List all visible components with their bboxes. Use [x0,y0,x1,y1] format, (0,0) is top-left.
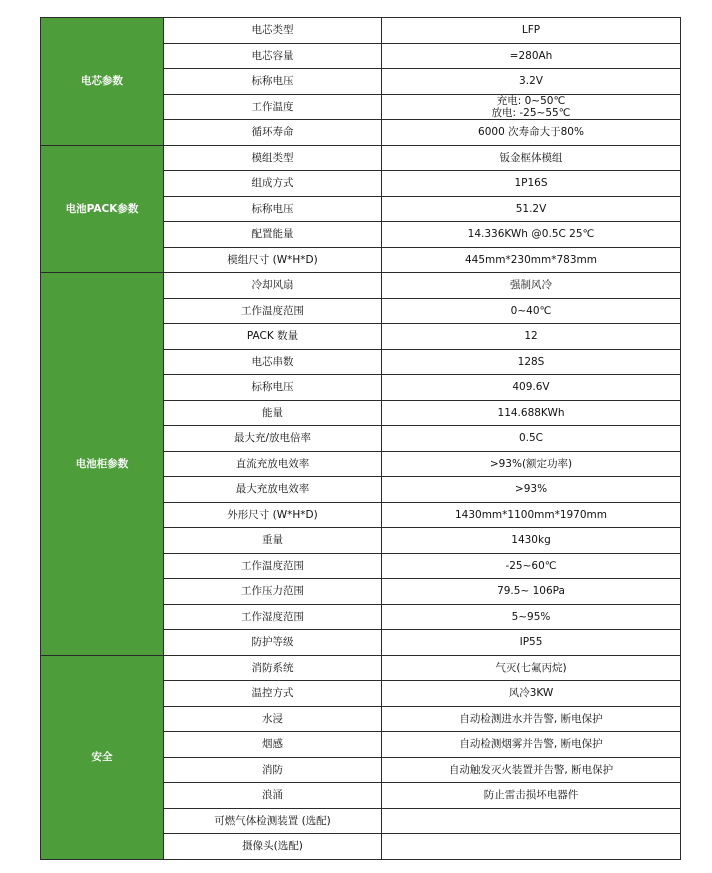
param-label: 配置能量 [164,222,382,248]
param-label: 外形尺寸 (W*H*D) [164,502,382,528]
param-label: PACK 数量 [164,324,382,350]
param-label: 循环寿命 [164,120,382,146]
param-label: 组成方式 [164,171,382,197]
param-label: 防护等级 [164,630,382,656]
param-value: 114.688KWh [382,400,681,426]
param-value: 防止雷击损坏电器件 [382,783,681,809]
param-label: 能量 [164,400,382,426]
param-label: 可燃气体检测装置 (选配) [164,808,382,834]
param-label: 最大充放电效率 [164,477,382,503]
param-label: 最大充/放电倍率 [164,426,382,452]
param-value: 强制风冷 [382,273,681,299]
param-label: 标称电压 [164,375,382,401]
param-value: 气灭(七氟丙烷) [382,655,681,681]
param-value: 12 [382,324,681,350]
table-row [41,18,681,44]
param-label: 工作湿度范围 [164,604,382,630]
param-value: 0.5C [382,426,681,452]
param-label: 工作温度范围 [164,298,382,324]
param-value: =280Ah [382,43,681,69]
param-value [382,94,681,120]
param-label: 烟感 [164,732,382,758]
param-label: 直流充放电效率 [164,451,382,477]
param-value: 0~40℃ [382,298,681,324]
param-label: 水浸 [164,706,382,732]
param-label: 摄像头(选配) [164,834,382,860]
param-label: 标称电压 [164,196,382,222]
param-value: -25~60℃ [382,553,681,579]
table-row [41,655,681,681]
param-value: 自动检测烟雾并告警, 断电保护 [382,732,681,758]
param-label: 工作温度范围 [164,553,382,579]
param-value: IP55 [382,630,681,656]
param-value: 51.2V [382,196,681,222]
param-value: 1P16S [382,171,681,197]
table-row [41,145,681,171]
param-label: 冷却风扇 [164,273,382,299]
param-value: 14.336KWh @0.5C 25℃ [382,222,681,248]
group-title: 安全 [41,655,164,859]
param-value: 1430kg [382,528,681,554]
table-row [41,273,681,299]
param-value: 3.2V [382,69,681,95]
param-value: 自动检测进水并告警, 断电保护 [382,706,681,732]
param-value: 钣金框体模组 [382,145,681,171]
param-label: 模组尺寸 (W*H*D) [164,247,382,273]
param-value: 自动触发灭火装置并告警, 断电保护 [382,757,681,783]
param-label: 工作温度 [164,94,382,120]
param-value: 5~95% [382,604,681,630]
param-label: 温控方式 [164,681,382,707]
param-label: 消防系统 [164,655,382,681]
param-label: 工作压力范围 [164,579,382,605]
param-label: 模组类型 [164,145,382,171]
param-value-line: 充电: 0~50℃ [496,94,566,107]
spec-table-body [41,18,681,860]
param-value: 1430mm*1100mm*1970mm [382,502,681,528]
group-title: 电池柜参数 [41,273,164,656]
param-value [382,834,681,860]
param-value [382,808,681,834]
param-label: 消防 [164,757,382,783]
param-value: 6000 次寿命大于80% [382,120,681,146]
param-label: 电芯类型 [164,18,382,44]
param-value: 风冷3KW [382,681,681,707]
param-value: LFP [382,18,681,44]
param-value: >93% [382,477,681,503]
param-label: 浪涌 [164,783,382,809]
param-label: 电芯容量 [164,43,382,69]
spec-table [40,17,681,860]
param-value: 445mm*230mm*783mm [382,247,681,273]
group-title: 电芯参数 [41,18,164,146]
param-label: 标称电压 [164,69,382,95]
param-value: 409.6V [382,375,681,401]
param-label: 电芯串数 [164,349,382,375]
group-title: 电池PACK参数 [41,145,164,273]
param-value-line: 放电: -25~55℃ [491,106,571,119]
param-label: 重量 [164,528,382,554]
param-value: 128S [382,349,681,375]
param-value: >93%(额定功率) [382,451,681,477]
param-value: 79.5~ 106Pa [382,579,681,605]
